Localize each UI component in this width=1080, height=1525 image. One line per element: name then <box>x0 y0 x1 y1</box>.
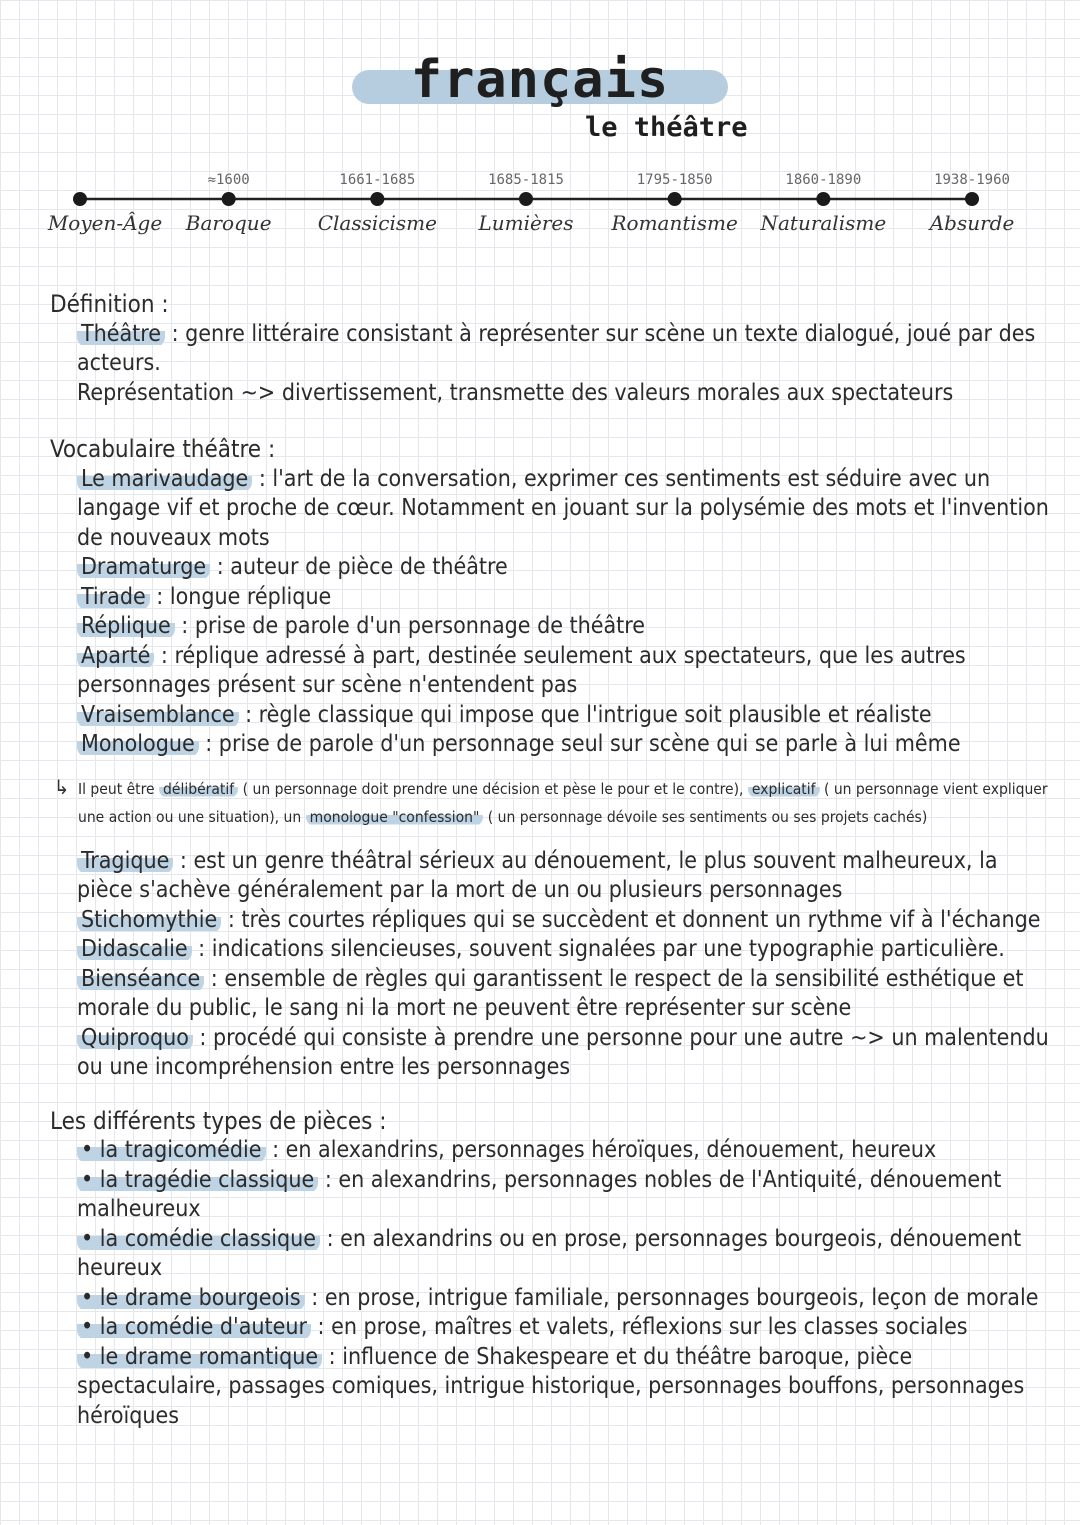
timeline-dot <box>965 192 979 206</box>
page-subtitle: le théâtre <box>585 112 748 143</box>
vocab-item: Didascalie : indications silencieuses, souvent signalées par une typographie particulière. <box>77 935 1050 965</box>
types-list <box>77 1136 1050 1431</box>
timeline-date: ≈1600 <box>207 172 250 188</box>
monologue-note: ↳ Il peut être délibératif ( un personnage doit prendre une décision et pèse le pour et le contre), explicatif ( un personnage vient expliquer une action ou une situation), un monologue "confession" ( un personnage dévoile ses sentiments ou ses projets cachés) <box>54 775 1048 826</box>
timeline-period-label: Absurde <box>929 211 1015 235</box>
vocabulary-list-2 <box>77 847 1050 1083</box>
timeline-date: 1860-1890 <box>785 172 862 188</box>
type-item: • la comédie d'auteur : en prose, maîtres et valets, réflexions sur les classes sociales <box>77 1313 1050 1343</box>
type-item: • la tragédie classique : en alexandrins, personnages nobles de l'Antiquité, dénouement malheureux <box>77 1166 1002 1222</box>
timeline-dot <box>668 192 682 206</box>
vocabulary-heading: Vocabulaire théâtre : <box>50 435 276 463</box>
definition-representation: Représentation ~> divertissement, transmette des valeurs morales aux spectateurs <box>77 379 954 406</box>
timeline-period-label: Lumières <box>478 211 574 235</box>
timeline-date: 1795-1850 <box>636 172 713 188</box>
vocab-item: Dramaturge : auteur de pièce de théâtre <box>77 553 1050 583</box>
timeline-period-label: Baroque <box>185 211 272 235</box>
timeline <box>0 160 1080 250</box>
type-item: • la tragicomédie : en alexandrins, personnages héroïques, dénouement, heureux <box>77 1136 1050 1166</box>
timeline-period-label: Moyen-Âge <box>47 211 163 235</box>
vocab-item: Bienséance : ensemble de règles qui garantissent le respect de la sensibilité esthétique et morale du public, le sang ni la mort ne peuvent être représenter sur scène <box>77 965 1024 1021</box>
vocab-item: Tragique : est un genre théâtral sérieux au dénouement, le plus souvent malheureux, la pièce s'achève généralement par la mort de un ou plusieurs personnages <box>77 847 998 903</box>
timeline-dot <box>370 192 384 206</box>
timeline-date: 1938-1960 <box>934 172 1010 188</box>
timeline-dot <box>816 192 830 206</box>
timeline-period-label: Naturalisme <box>760 211 887 235</box>
vocab-item: Réplique : prise de parole d'un personnage de théâtre <box>77 612 1050 642</box>
vocab-item: Stichomythie : très courtes répliques qui se succèdent et donnent un rythme vif à l'échange <box>77 906 1050 936</box>
definition-block <box>77 320 1050 409</box>
timeline-date: 1685-1815 <box>488 172 564 188</box>
type-item: • le drame bourgeois : en prose, intrigue familiale, personnages bourgeois, leçon de morale <box>77 1284 1050 1314</box>
definition-theatre: Théâtre : genre littéraire consistant à représenter sur scène un texte dialogué, joué par des acteurs. <box>77 320 1036 376</box>
timeline-dot <box>73 192 87 206</box>
page-title: français <box>410 50 670 110</box>
vocabulary-list <box>77 465 1050 760</box>
definition-heading: Définition : <box>50 290 169 318</box>
types-heading: Les différents types de pièces : <box>50 1106 387 1135</box>
timeline-period-label: Romantisme <box>611 211 738 235</box>
type-item: • le drame romantique : influence de Shakespeare et du théâtre baroque, pièce spectaculaire, passages comiques, intrigue historique, personnages bouffons, personnages héroïques <box>77 1343 1025 1429</box>
vocab-item: Monologue : prise de parole d'un personnage seul sur scène qui se parle à lui même <box>77 730 1050 760</box>
vocab-item: Le marivaudage : l'art de la conversation, exprimer ces sentiments est séduire avec un langage vif et proche de cœur. Notamment en jouant sur la polysémie des mots et l'invention de nouveaux mots <box>77 465 1049 551</box>
timeline-period-label: Classicisme <box>317 211 437 235</box>
term-theatre: Théâtre <box>77 321 165 347</box>
timeline-date: 1661-1685 <box>339 172 416 188</box>
vocab-item: Vraisemblance : règle classique qui impose que l'intrigue soit plausible et réaliste <box>77 701 1050 731</box>
notes-body <box>50 290 1050 1431</box>
type-item: • la comédie classique : en alexandrins ou en prose, personnages bourgeois, dénouement heureux <box>77 1225 1022 1281</box>
vocab-item: Tirade : longue réplique <box>77 583 1050 613</box>
vocab-item: Aparté : réplique adressé à part, destinée seulement aux spectateurs, que les autres personnages présent sur scène n'entendent pas <box>77 642 966 698</box>
timeline-dot <box>519 192 533 206</box>
timeline-dot <box>222 192 236 206</box>
vocab-item: Quiproquo : procédé qui consiste à prendre une personne pour une autre ~> un malentendu ou une incompréhension entre les personnages <box>77 1024 1049 1080</box>
return-arrow-icon: ↳ <box>54 775 70 799</box>
